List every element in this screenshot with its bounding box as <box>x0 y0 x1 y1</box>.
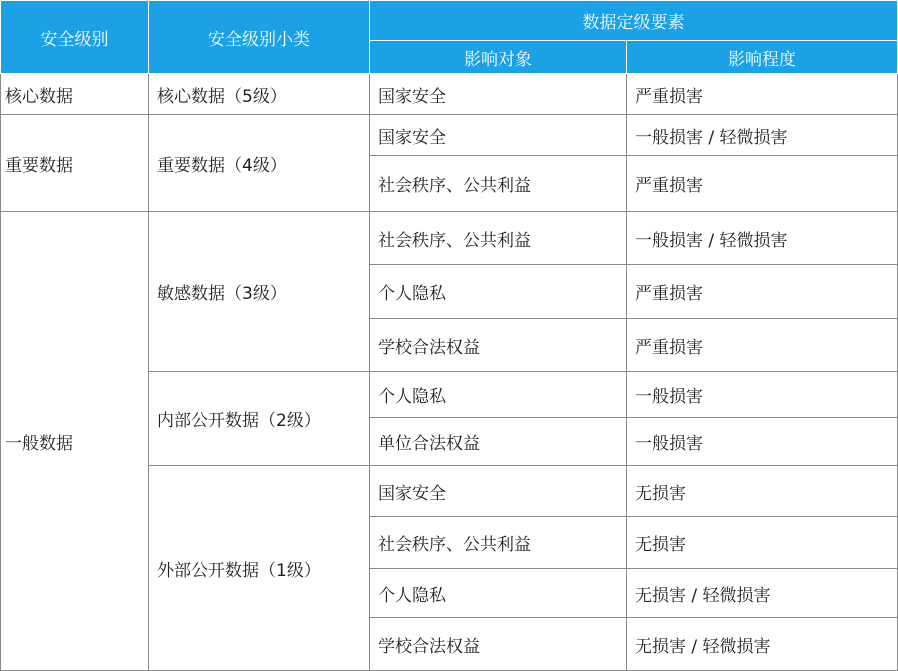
level-cell: 重要数据 <box>1 115 149 212</box>
impact-target-cell: 国家安全 <box>370 466 627 517</box>
impact-target-cell: 单位合法权益 <box>370 418 627 466</box>
impact-degree-cell: 一般损害 <box>627 418 898 466</box>
table-row <box>1 115 898 156</box>
level-cell: 一般数据 <box>1 212 149 671</box>
sublevel-cell: 重要数据（4级） <box>149 115 370 212</box>
header-security-level: 安全级别 <box>1 1 149 74</box>
table-row <box>1 74 898 115</box>
table-row <box>1 212 898 265</box>
impact-degree-cell: 严重损害 <box>627 156 898 212</box>
sublevel-cell: 敏感数据（3级） <box>149 212 370 372</box>
impact-degree-cell: 一般损害 <box>627 372 898 418</box>
impact-target-cell: 社会秩序、公共利益 <box>370 517 627 569</box>
header-impact-target: 影响对象 <box>370 41 627 74</box>
impact-degree-cell: 无损害 / 轻微损害 <box>627 569 898 618</box>
impact-degree-cell: 无损害 <box>627 466 898 517</box>
impact-target-cell: 社会秩序、公共利益 <box>370 156 627 212</box>
table-body <box>1 74 898 671</box>
impact-degree-cell: 一般损害 / 轻微损害 <box>627 115 898 156</box>
sublevel-cell: 内部公开数据（2级） <box>149 372 370 466</box>
table-header <box>1 1 898 74</box>
header-grading-elements: 数据定级要素 <box>370 1 898 41</box>
impact-degree-cell: 严重损害 <box>627 265 898 319</box>
impact-target-cell: 国家安全 <box>370 115 627 156</box>
impact-target-cell: 个人隐私 <box>370 569 627 618</box>
header-impact-degree: 影响程度 <box>627 41 898 74</box>
sublevel-cell: 核心数据（5级） <box>149 74 370 115</box>
header-security-sublevel: 安全级别小类 <box>149 1 370 74</box>
sublevel-cell: 外部公开数据（1级） <box>149 466 370 671</box>
impact-target-cell: 学校合法权益 <box>370 319 627 372</box>
level-cell: 核心数据 <box>1 74 149 115</box>
impact-degree-cell: 无损害 / 轻微损害 <box>627 618 898 671</box>
impact-target-cell: 个人隐私 <box>370 372 627 418</box>
impact-degree-cell: 严重损害 <box>627 74 898 115</box>
impact-degree-cell: 无损害 <box>627 517 898 569</box>
impact-target-cell: 社会秩序、公共利益 <box>370 212 627 265</box>
impact-target-cell: 个人隐私 <box>370 265 627 319</box>
impact-target-cell: 国家安全 <box>370 74 627 115</box>
impact-target-cell: 学校合法权益 <box>370 618 627 671</box>
impact-degree-cell: 严重损害 <box>627 319 898 372</box>
impact-degree-cell: 一般损害 / 轻微损害 <box>627 212 898 265</box>
